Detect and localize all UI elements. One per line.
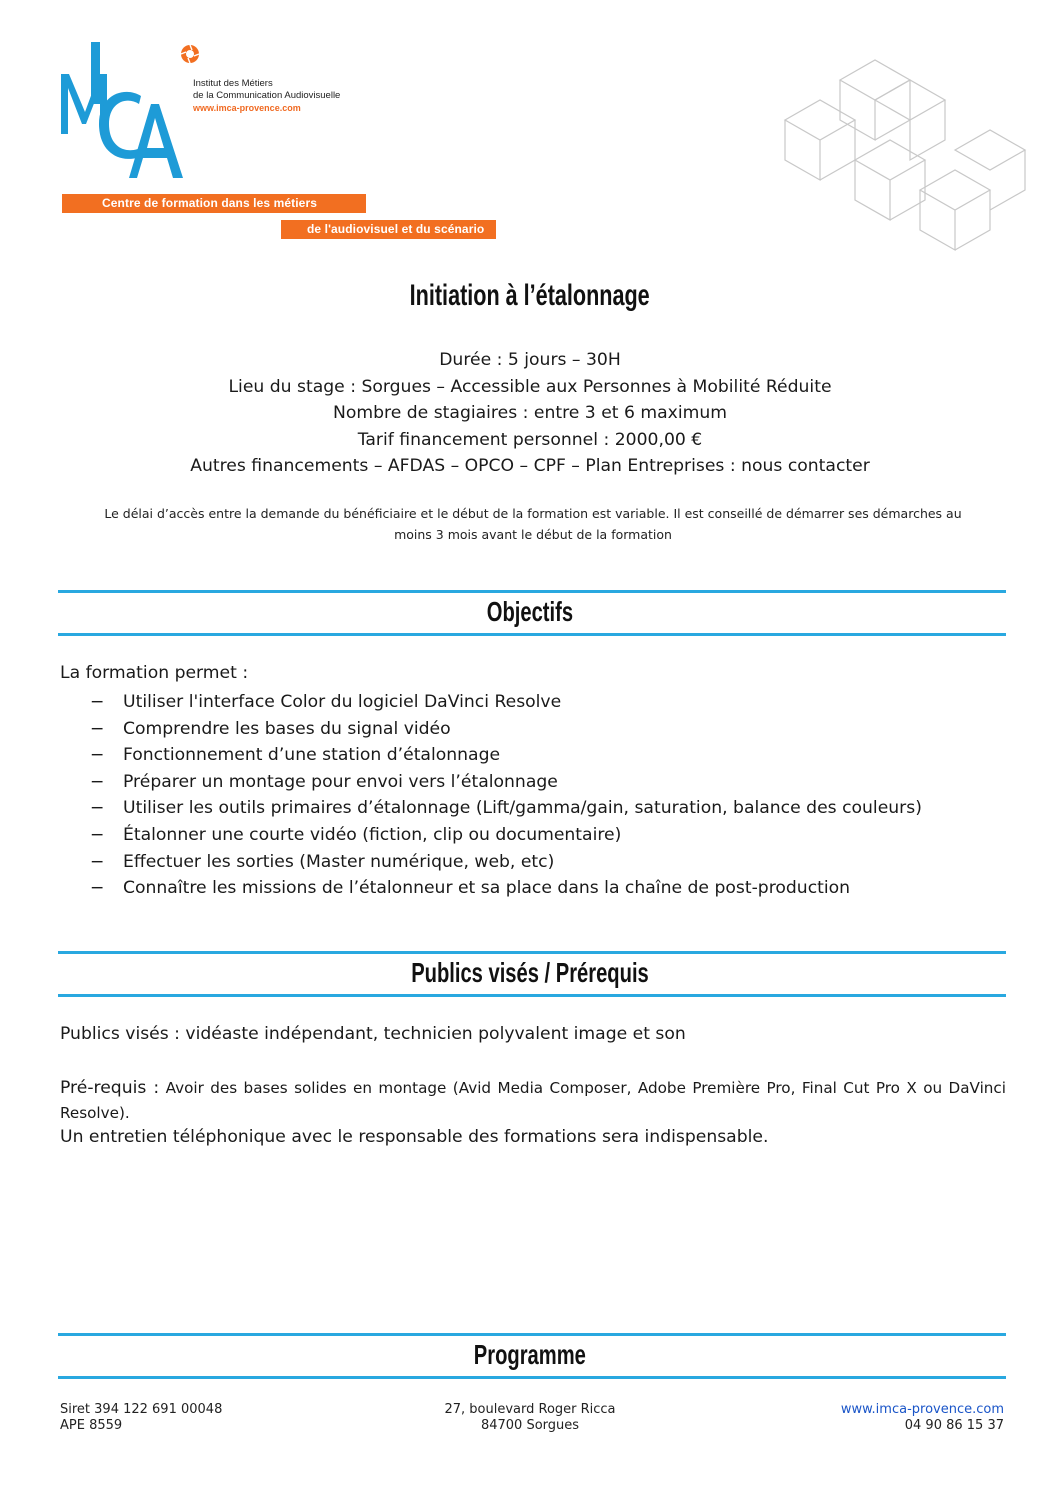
list-item-text: Utiliser l'interface Color du logiciel DaVinci Resolve bbox=[123, 692, 562, 712]
prereq-text: Avoir des bases solides en montage (Avid Media Composer, Adobe Première Pro, Final Cut Pro X ou DaVinci Resolve). bbox=[60, 1079, 1006, 1122]
list-item bbox=[60, 849, 922, 876]
list-item-text: Étalonner une courte vidéo (fiction, clip ou documentaire) bbox=[123, 824, 622, 845]
footer-siret: Siret 394 122 691 00048 bbox=[60, 1402, 223, 1417]
footer-address bbox=[390, 1402, 670, 1434]
section-divider-top bbox=[58, 590, 1006, 593]
banner-line-1: Centre de formation dans les métiers bbox=[62, 194, 366, 213]
institute-url[interactable]: www.imca-provence.com bbox=[193, 103, 301, 113]
page-title: Initiation à l’étalonnage bbox=[409, 279, 651, 312]
banner-line-2: de l'audiovisuel et du scénario bbox=[281, 220, 496, 239]
aperture-icon bbox=[180, 44, 200, 64]
info-funding: Autres financements – AFDAS – OPCO – CPF – Plan Entreprises : nous contacter bbox=[190, 456, 870, 476]
interview-text: Un entretien téléphonique avec le responsable des formations sera indispensable. bbox=[60, 1127, 769, 1147]
section-divider-bottom bbox=[58, 633, 1006, 636]
list-item-text: Connaître les missions de l’étalonneur et sa place dans la chaîne de post-production bbox=[123, 878, 851, 899]
cubes-decoration-icon bbox=[780, 40, 1030, 260]
section-divider-bottom bbox=[58, 1376, 1006, 1379]
section-heading-programme-row bbox=[0, 1339, 1060, 1371]
bullet-dash: − bbox=[90, 798, 105, 819]
page-title-row bbox=[0, 279, 1060, 313]
info-participants: Nombre de stagiaires : entre 3 et 6 maximum bbox=[333, 403, 727, 423]
prereq-label: Pré-requis : bbox=[60, 1078, 160, 1098]
bullet-dash: − bbox=[90, 878, 105, 899]
section-heading-programme: Programme bbox=[473, 1339, 587, 1370]
list-item bbox=[60, 875, 922, 902]
info-duration: Durée : 5 jours – 30H bbox=[439, 350, 621, 370]
section-divider-top bbox=[58, 1333, 1006, 1336]
list-item bbox=[60, 769, 922, 796]
bullet-dash: − bbox=[90, 745, 105, 766]
footer-contact bbox=[841, 1402, 1004, 1434]
prereq-paragraph bbox=[60, 1076, 1006, 1126]
list-item bbox=[60, 689, 922, 716]
institute-line-2: de la Communication Audiovisuelle bbox=[193, 90, 341, 101]
footer-address-line-2: 84700 Sorgues bbox=[480, 1418, 580, 1433]
bullet-dash: − bbox=[90, 771, 105, 792]
footer-website-link[interactable]: www.imca-provence.com bbox=[840, 1402, 1004, 1417]
section-heading-objectifs-row bbox=[0, 596, 1060, 628]
list-item bbox=[60, 742, 922, 769]
bullet-dash: − bbox=[90, 851, 105, 872]
bullet-dash: − bbox=[90, 692, 105, 712]
section-heading-publics: Publics visés / Prérequis bbox=[411, 957, 649, 988]
delay-note-line-2: moins 3 mois avant le début de la formation bbox=[394, 527, 672, 542]
bullet-dash: − bbox=[90, 718, 105, 739]
footer-phone: 04 90 86 15 37 bbox=[904, 1418, 1004, 1433]
objectifs-intro: La formation permet : bbox=[60, 663, 249, 683]
section-divider-bottom bbox=[58, 994, 1006, 997]
footer-address-line-1: 27, boulevard Roger Ricca bbox=[444, 1402, 616, 1417]
list-item bbox=[60, 716, 922, 743]
section-divider-top bbox=[58, 951, 1006, 954]
footer-ape: APE 8559 bbox=[60, 1418, 123, 1433]
institute-line-1: Institut des Métiers bbox=[193, 78, 273, 89]
info-location: Lieu du stage : Sorgues – Accessible aux Personnes à Mobilité Réduite bbox=[228, 376, 832, 397]
logo-letters: IMCA bbox=[55, 38, 58, 39]
list-item-text: Fonctionnement d’une station d’étalonnage bbox=[123, 745, 501, 766]
list-item bbox=[60, 822, 922, 849]
section-heading-publics-row bbox=[0, 957, 1060, 989]
institute-block bbox=[193, 78, 340, 114]
list-item-text: Utiliser les outils primaires d’étalonnage (Lift/gamma/gain, saturation, balance des couleurs) bbox=[123, 798, 922, 819]
objectifs-list bbox=[60, 689, 922, 902]
list-item-text: Comprendre les bases du signal vidéo bbox=[123, 718, 451, 739]
imca-logo bbox=[55, 38, 190, 188]
section-heading-objectifs: Objectifs bbox=[486, 596, 574, 627]
footer-legal bbox=[60, 1402, 222, 1434]
list-item-text: Effectuer les sorties (Master numérique, web, etc) bbox=[123, 851, 555, 872]
info-block bbox=[0, 347, 1060, 480]
delay-note bbox=[60, 503, 1006, 545]
list-item-text: Préparer un montage pour envoi vers l’étalonnage bbox=[123, 771, 558, 792]
list-item bbox=[60, 795, 922, 822]
bullet-dash: − bbox=[90, 824, 105, 845]
delay-note-line-1: Le délai d’accès entre la demande du bénéficiaire et le début de la formation est variable. Il est conseillé de démarrer ses démarches au bbox=[104, 506, 962, 521]
info-price: Tarif financement personnel : 2000,00 € bbox=[357, 429, 703, 450]
publics-text: Publics visés : vidéaste indépendant, technicien polyvalent image et son bbox=[60, 1024, 686, 1044]
